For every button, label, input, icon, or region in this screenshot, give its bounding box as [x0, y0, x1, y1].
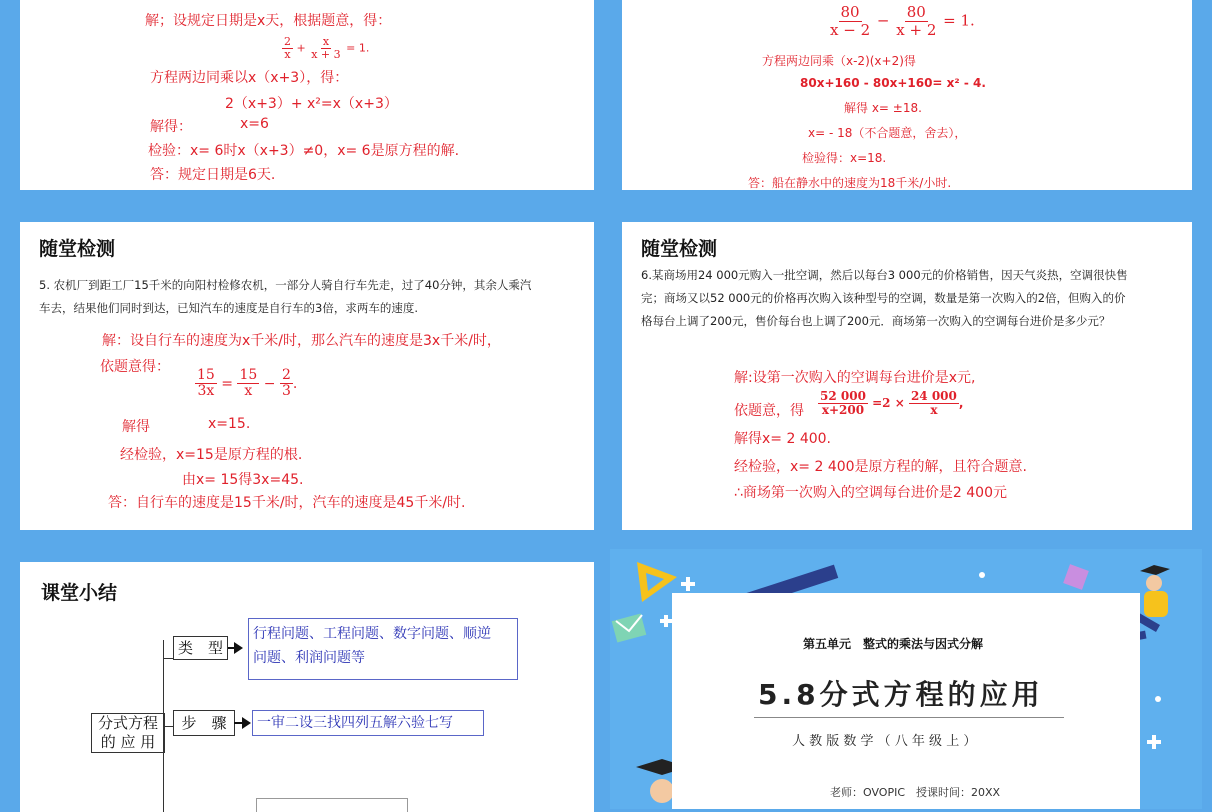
s2-line5: 检验得：x=18. [802, 151, 887, 165]
s4-question-line2: 完；商场又以52 000元的价格再次购入该种型号的空调，数量是第一次购入的2倍，但购入的价 [641, 291, 1126, 305]
cover-footer: 老师：OVOPIC 授课时间：20XX [830, 786, 1001, 799]
s3-answer-line4: 经检验，x=15是原方程的根. [120, 447, 303, 463]
s1-line5: 检验：x= 6时x（x+3）≠0，x= 6是原方程的解. [148, 143, 460, 159]
s4-title: 随堂检测 [641, 238, 718, 260]
s2-line3: 解得 x= ±18. [844, 101, 922, 115]
s3-answer-line3-value: x=15. [208, 416, 251, 432]
type-text-box [248, 618, 518, 680]
s1-equation: $\frac{2}{x}$ + $\frac{x}{x + 3}$ = 1. [284, 35, 370, 62]
s2-line4: x= - 18（不合题意，舍去）， [808, 126, 967, 140]
connector-top [163, 658, 173, 659]
connector-mid [163, 726, 173, 727]
s2-equation: $\frac{80}{x - 2}$ − $\frac{80}{x + 2}$ = 1. [830, 3, 975, 39]
summary-root-line1: 分式方程 [97, 714, 158, 732]
type-arrow-shaft [228, 647, 236, 649]
s3-answer-line6: 答：自行车的速度是15千米/时，汽车的速度是45千米/时. [108, 495, 466, 511]
slide-1-solution [20, 0, 594, 190]
slide-2-solution [622, 0, 1192, 190]
s1-line4-label: 解得： [150, 119, 192, 135]
s3-question-line1: 5. 农机厂到距工厂15千米的向阳村检修农机，一部分人骑自行车先走，过了40分钟，其余人乘汽 [39, 278, 532, 292]
s3-question-line2: 车去，结果他们同时到达，已知汽车的速度是自行车的3倍，求两车的速度. [39, 301, 418, 315]
s4-question-line3: 格每台上调了200元，售价每台也上调了200元．商场第一次购入的空调每台进价是多少元？ [641, 314, 1111, 328]
s3-answer-line3-label: 解得 [122, 419, 150, 435]
cover-divider [754, 717, 1064, 718]
s4-question-line1: 6.某商场用24 000元购入一批空调，然后以每台3 000元的价格销售，因天气炎热，空调很快售 [641, 268, 1128, 282]
s3-title: 随堂检测 [39, 238, 116, 260]
s1-line2: 方程两边同乘以x（x+3），得： [150, 70, 349, 86]
step-label-box: 步 骤 [173, 710, 235, 736]
s1-line1: 解；设规定日期是x天，根据题意，得： [145, 13, 392, 29]
s1-line3: 2（x+3）+ x²=x（x+3） [225, 96, 398, 112]
s2-line6: 答：船在静水中的速度为18千米/小时. [748, 176, 952, 190]
s2-line1: 方程两边同乘（x-2)(x+2)得 [762, 54, 916, 68]
s1-line4-value: x=6 [240, 116, 269, 132]
s4-answer-line4: 经检验，x= 2 400是原方程的解，且符合题意. [734, 459, 1027, 475]
s4-answer-line2: 依题意，得 [734, 403, 804, 419]
summary-root-box [91, 713, 165, 753]
s2-line2: 80x+160 - 80x+160= x² - 4. [800, 76, 986, 90]
s3-answer-line5: 由x= 15得3x=45. [182, 472, 304, 488]
s4-answer-line3: 解得x= 2 400. [734, 431, 831, 447]
step-text-box: 一审二设三找四列五解六验七写 [252, 710, 484, 736]
slide-4-quiz [622, 222, 1192, 530]
envelope-icon [610, 609, 650, 649]
step-arrow-icon [242, 717, 251, 729]
s3-answer-line1: 解：设自行车的速度为x千米/时，那么汽车的速度是3x千米/时， [102, 333, 501, 349]
s1-line6: 答：规定日期是6天. [150, 167, 276, 183]
cover-unit: 第五单元 整式的乘法与因式分解 [803, 637, 984, 651]
slide-3-quiz [20, 222, 594, 530]
type-label-box: 类 型 [173, 636, 228, 660]
s4-answer-line1: 解:设第一次购入的空调每台进价是x元, [734, 370, 976, 386]
s4-equation: $\frac{52 000}{x+200}$ =2 × $\frac{24 000}{x}$ , [820, 389, 964, 418]
step-arrow-shaft [234, 722, 243, 724]
gift-icon [1062, 563, 1092, 593]
type-text-line2: 问题、利润问题等 [253, 650, 365, 666]
s5-title: 课堂小结 [41, 582, 118, 604]
summary-root-line2: 的 应 用 [100, 733, 156, 751]
slide-6-cover [610, 549, 1202, 809]
s4-answer-line5: ∴商场第一次购入的空调每台进价是2 400元 [734, 485, 1007, 501]
type-text-line1: 行程问题、工程问题、数字问题、顺逆 [253, 626, 491, 642]
cover-title: 5.8分式方程的应用 [758, 678, 1044, 711]
slide-5-summary [20, 562, 594, 812]
s3-equation: $\frac{15}{3x}$ = $\frac{15}{x}$ − $\frac{2}{3}$ . [197, 367, 298, 400]
s3-answer-line2: 依题意得： [100, 359, 170, 375]
third-branch-box [256, 798, 408, 812]
cover-subtitle: 人 教 版 数 学 （ 八 年 级 上 ） [792, 734, 977, 749]
